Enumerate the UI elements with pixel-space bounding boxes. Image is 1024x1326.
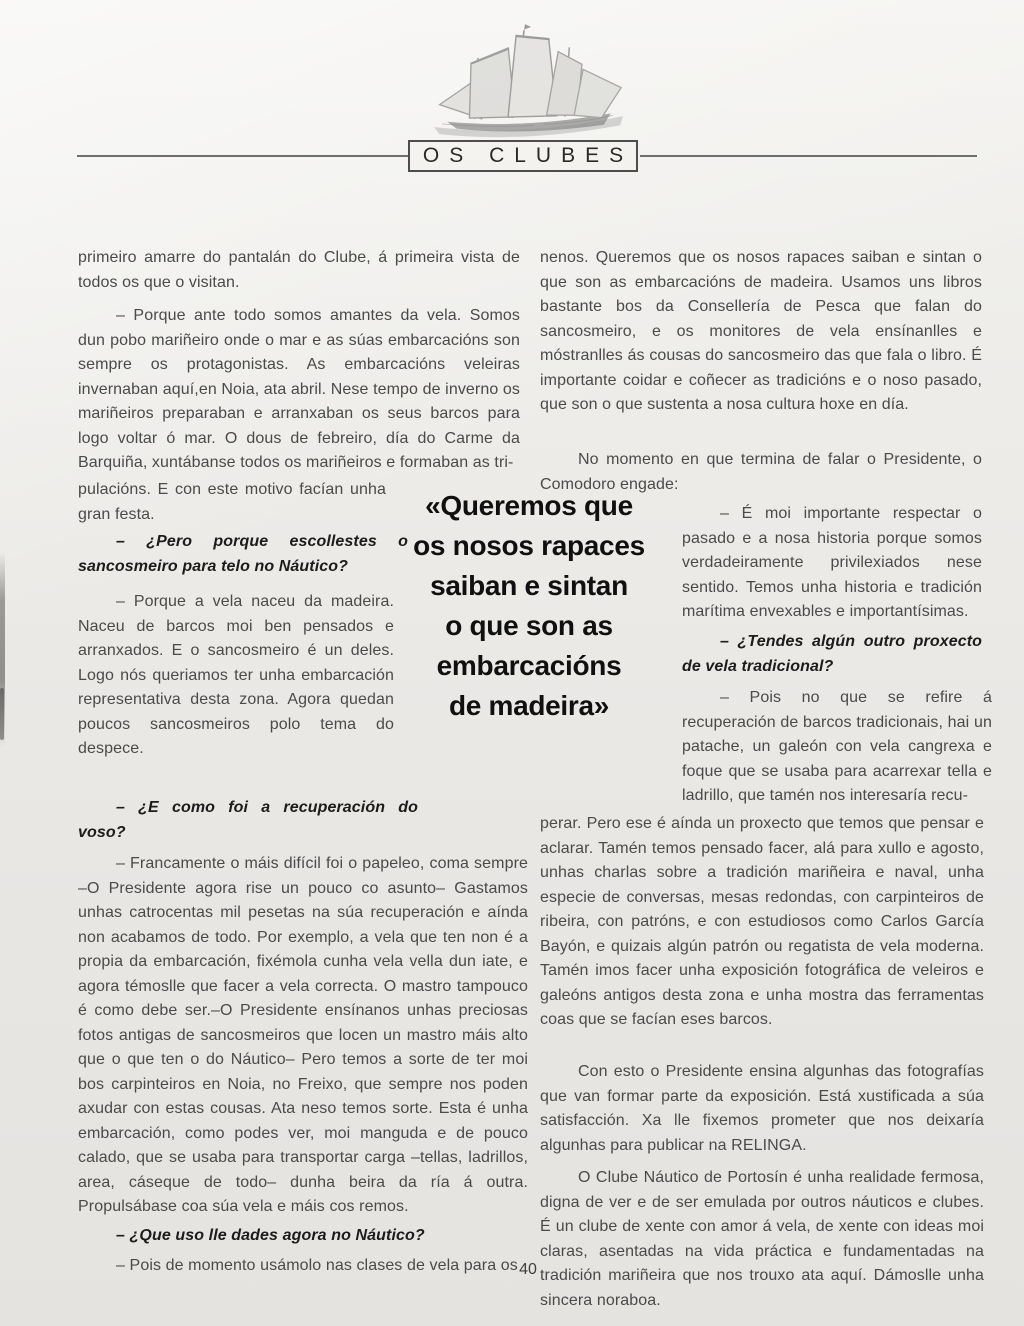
right-paragraph-4: – Pois no que se refire á recuperación de barcos tradicionais, hai un patache, un galeón con vela cangrexa e foque que se usaba para acarrexar tella e ladrillo, que tamén nos interesaría recu- [682,689,992,804]
header-rule-left [77,155,408,157]
sailing-ship-icon [418,19,636,147]
pull-quote-line: de madeira» [448,690,610,721]
left-paragraph-1: primeiro amarre do pantalán do Clube, á primeira vista de todos os que o visitan. [78,249,520,291]
left-paragraph-2-cont: pulacións. E con este motivo facían unha gran festa. [78,481,386,523]
page-number: 40 [519,1261,537,1278]
pull-quote-line: saiban e sintan [430,570,628,601]
left-paragraph-2: – Porque ante todo somos amantes da vela. Somos dun pobo mariñeiro onde o mar e as súas embarcacións son sempre os protagonistas. As embarcacións veleiras invernaban aquí,en Noia, ata abril. Nese tempo de inverno os mariñeiros preparaban e arranxaban os seus barcos para logo voltar ó mar. O dous de febreiro, día do Carme da Barquiña, xuntábanse todos os mariñeiros e formaban as tri- [78,307,520,471]
right-paragraph-1: nenos. Queremos que os nosos rapaces saiban e sintan o que son as embarcacións de madeira. Usamos uns libros bastante bos da Consellería de Pesca que falan do sancosmeiro, e os monitores de vela ensínanlles e móstranlles ás cousas do sancosmeiro das que fala o libro. É importante coidar e coñecer as tradicións e o noso pasado, que son o que sustenta a nosa cultura hoxe en día. [540,249,982,413]
left-paragraph-3: – Porque a vela naceu da madeira. Naceu de barcos moi ben pensados e arranxados. E o sancosmeiro é un deles. Logo nós queriamos ter unha embarcación representativa desta zona. Agora quedan poucos sancosmeiros polo tema do despece. [78,593,394,757]
right-paragraph-2: No momento en que termina de falar o Presidente, o Comodoro engade: [540,451,982,493]
right-paragraph-3: – É moi importante respectar o pasado e a nosa historia porque somos verdadeiramente privilexiados nese sentido. Temos unha historia e tradición marítima envexables e importantísimas. [682,505,982,620]
left-paragraph-4: – Francamente o máis difícil foi o papeleo, coma sempre –O Presidente agora rise un pouco co asunto– Gastamos unhas catrocentas mil pesetas na súa recuperación e aínda non acabamos de todo. Por exemplo, a vela que ten non é a propia da embarcación, fixémola cunha vela vella dun iate, e agora témoslle que facer a vela correcta. O mastro tampouco é como debe ser.–O Presidente ensínanos unhas preciosas fotos antigas de sancosmeiros que locen un mastro máis alto que o que ten o do Náutico– Pero temos a sorte de ter moi bos carpinteiros en Noia, no Freixo, que sempre nos poden axudar con estas cousas. Ata neso temos sorte. Esta é unha embarcación, como podes ver, moi manguda e de pouco calado, que se usaba para transportar carga –tellas, ladrillos, area, cáseque de todo– dunha beira da ría á outra. Propulsábase coa súa vela e máis cos remos. [78,855,528,1215]
header-rule-right [640,155,977,157]
section-title-box [408,140,638,172]
right-paragraph-5: perar. Pero ese é aínda un proxecto que temos que pensar e aclarar. Tamén temos pensado facer, alá para xullo e agosto, unhas charlas sobre a tradición mariñeira e naval, unha especie de conversas, mesas redondas, con carpinteiros de ribeira, con patróns, e con estudiosos como Carlos García Bayón, e quizais algún patrón ou regatista de vela moderna. Tamén imos facer unha exposición fotográfica de veleiros e galeóns antigos desta zona e unha mostra das ferramentas coas que se facían eses barcos. [540,815,984,1028]
pull-quote [376,486,682,726]
right-question-1: – ¿Tendes algún outro proxecto de vela tradicional? [682,633,982,675]
scan-edge-artifact [0,688,4,740]
left-question-2: – ¿E como foi a recuperación do voso? [78,799,418,841]
pull-quote-line: embarcacións [436,650,622,681]
left-question-3: – ¿Que uso lle dades agora no Náutico? [116,1227,425,1244]
right-paragraph-6: Con esto o Presidente ensina algunhas das fotografías que van formar parte da exposición. Está xustificada a súa satisfacción. Xa lle fixemos prometer que nos deixaría algunhas para publicar na RELINGA. [540,1063,984,1154]
pull-quote-line: os nosos rapaces [413,530,645,561]
left-question-1: – ¿Pero porque escollestes o sancosmeiro para telo no Náutico? [78,533,408,575]
right-paragraph-7: O Clube Náutico de Portosín é unha realidade fermosa, digna de ver e de ser emulada por outros náuticos e clubes. É un clube de xente con amor á vela, de xente con ideas moi claras, asentadas na vida práctica e fundamentadas na tradición mariñeira que nos trouxo ata aquí. Dámoslle unha sincera noraboa. [540,1169,984,1309]
left-paragraph-5: – Pois de momento usámolo nas clases de vela para os [116,1257,518,1274]
section-title: OS CLUBES [422,144,634,167]
pull-quote-line: «Queremos que [425,490,633,521]
pull-quote-line: o que son as [445,610,613,641]
